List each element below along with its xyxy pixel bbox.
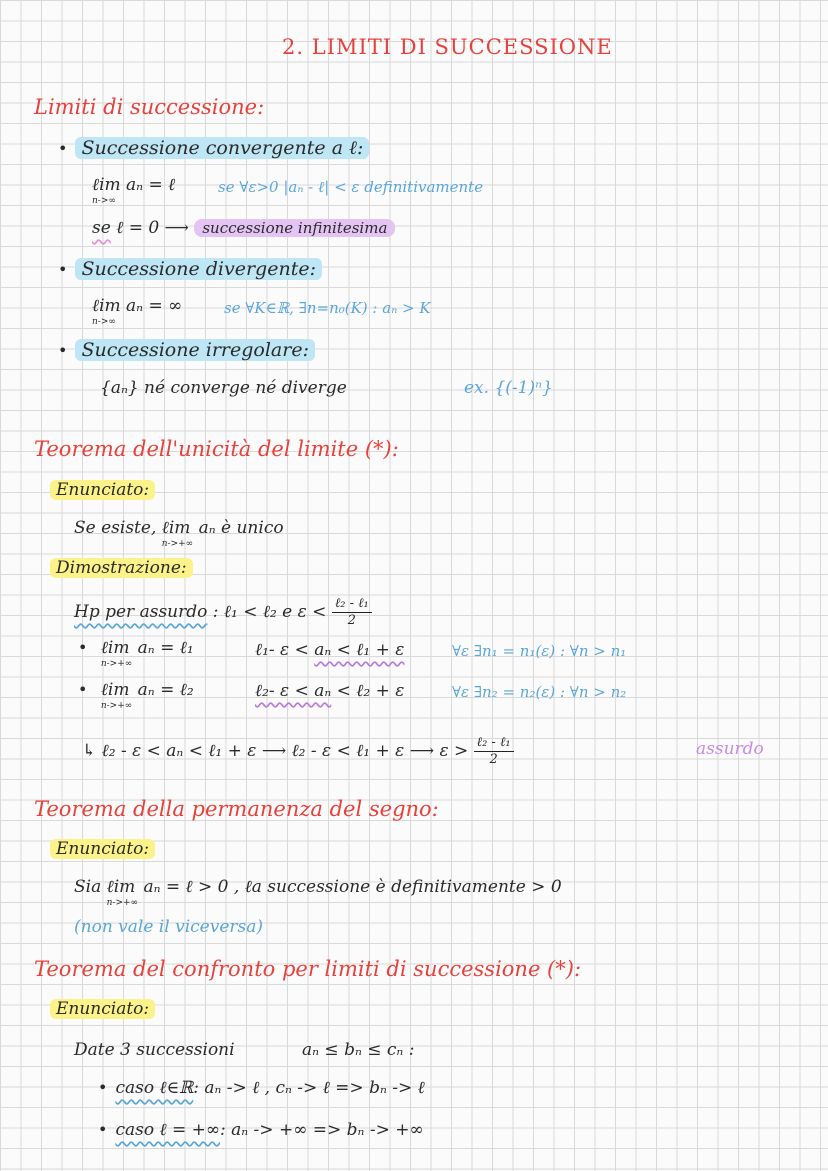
bullet-icon: • (58, 260, 68, 279)
permanenza-statement: Sia ℓim n->+∞ aₙ = ℓ > 0 , ℓa successione è definitivamente > 0 (74, 877, 562, 913)
limit-operator: ℓim n->+∞ (161, 518, 194, 549)
irregolare-example: ex. {(-1)ⁿ} (464, 378, 553, 398)
section-heading-confronto: Teorema del confronto per limiti di successione (*): (34, 957, 582, 981)
se-word: se (92, 218, 111, 238)
section-heading-permanenza: Teorema della permanenza del segno: (34, 797, 439, 821)
assurdo-label: assurdo (696, 739, 764, 759)
bullet-icon: • (58, 341, 68, 360)
convergente-item (58, 137, 369, 160)
irregolare-text: {aₙ} né converge né diverge (100, 378, 347, 398)
dim-row-1: • ℓim n->+∞ aₙ = ℓ₁ (78, 638, 194, 674)
divergente-expr: aₙ = ∞ (126, 296, 183, 316)
limit-operator: ℓim n->∞ (92, 175, 121, 206)
convergente-condition: se ∀ε>0 |aₙ - ℓ| < ε definitivamente (218, 178, 484, 196)
divergente-item (58, 258, 322, 280)
page-title: 2. LIMITI DI SUCCESSIONE (282, 35, 613, 59)
irregolare-item (58, 339, 315, 361)
limit-operator: ℓim n->+∞ (100, 680, 133, 711)
section-heading-limiti: Limiti di successione: (34, 95, 265, 119)
case-2-label: caso ℓ = +∞ (115, 1120, 220, 1140)
convergente-expr: aₙ = ℓ (126, 175, 176, 195)
bullet-icon: • (98, 1078, 108, 1097)
hp-label: Hp per assurdo (74, 602, 208, 622)
divergente-label: Successione divergente: (75, 258, 322, 280)
convergente-label: Successione convergente a ℓ: (75, 137, 369, 159)
enunciato-label: Enunciato: (50, 480, 155, 500)
bullet-icon: • (98, 1120, 108, 1139)
l-zero: ℓ = 0 ⟶ (116, 218, 189, 238)
infinitesima-label: successione infinitesima (194, 219, 395, 237)
unicita-statement: Se esiste, ℓim n->+∞ aₙ è unico (74, 518, 284, 554)
hp-line: Hp per assurdo : ℓ₁ < ℓ₂ e ε < $\frac{\text{ℓ₂ - ℓ₁}}{2}$ (74, 596, 372, 629)
divergente-definition (92, 296, 182, 332)
enunciato-label: Enunciato: (50, 839, 155, 859)
bullet-icon: • (78, 638, 88, 657)
dim-row-2-cond: ∀ε ∃n₂ = n₂(ε) : ∀n > n₂ (452, 683, 627, 701)
conclusion-fraction: $\frac{\text{ℓ₂ - ℓ₁}}{2}$ (474, 735, 514, 768)
dim-row-2-ineq: ℓ₂- ε < aₙ < ℓ₂ + ε (255, 681, 405, 701)
limit-operator: ℓim n->+∞ (100, 638, 133, 669)
case-2: • caso ℓ = +∞: aₙ -> +∞ => bₙ -> +∞ (98, 1120, 424, 1140)
permanenza-note: (non vale il viceversa) (74, 917, 263, 937)
divergente-condition: se ∀K∈ℝ, ∃n=n₀(K) : aₙ > K (224, 299, 431, 317)
section-heading-unicita: Teorema dell'unicità del limite (*): (34, 437, 399, 461)
date-ineq: aₙ ≤ bₙ ≤ cₙ : (302, 1040, 415, 1060)
limit-operator: ℓim n->∞ (92, 296, 121, 327)
hp-fraction: $\frac{\text{ℓ₂ - ℓ₁}}{2}$ (332, 596, 372, 629)
bullet-icon: • (58, 139, 68, 158)
case-1-label: caso ℓ∈ℝ (115, 1078, 194, 1098)
case-1: • caso ℓ∈ℝ: aₙ -> ℓ , cₙ -> ℓ => bₙ -> ℓ (98, 1078, 425, 1098)
enunciato-label: Enunciato: (50, 999, 155, 1019)
dim-row-1-ineq: ℓ₁- ε < aₙ < ℓ₁ + ε (255, 640, 405, 660)
irregolare-label: Successione irregolare: (75, 339, 315, 361)
dim-row-1-cond: ∀ε ∃n₁ = n₁(ε) : ∀n > n₁ (452, 642, 627, 660)
dim-row-2: • ℓim n->+∞ aₙ = ℓ₂ (78, 680, 194, 716)
date-line: Date 3 successioni (74, 1040, 235, 1060)
bullet-icon: • (78, 680, 88, 699)
conclusion-line: ↳ ℓ₂ - ε < aₙ < ℓ₁ + ε ⟶ ℓ₂ - ε < ℓ₁ + ε ⟶ ε > $\frac{\text{ℓ₂ - ℓ₁}}{2}$ (82, 735, 514, 768)
convergente-definition (92, 175, 175, 211)
dimostrazione-label: Dimostrazione: (50, 558, 193, 578)
limit-operator: ℓim n->+∞ (106, 877, 139, 908)
infinitesima-line (92, 218, 395, 238)
